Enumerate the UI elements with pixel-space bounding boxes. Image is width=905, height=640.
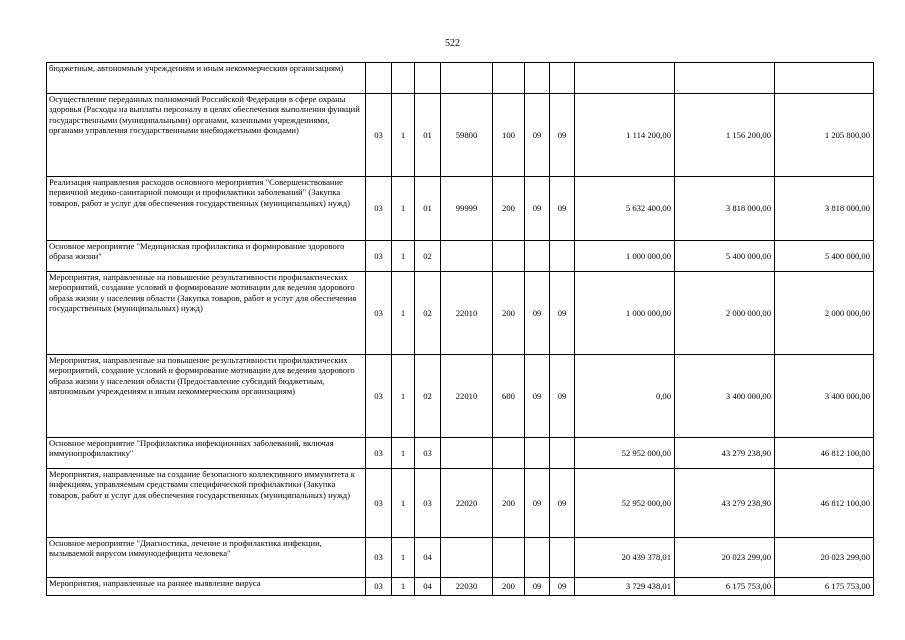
- cell-amount-2: [675, 63, 775, 94]
- cell-subsection: [550, 438, 575, 469]
- cell-program: 03: [366, 538, 392, 578]
- row-description: Основное мероприятие "Медицинская профилактика и формирование здорового образа жизни": [47, 241, 366, 272]
- table-row: [47, 355, 874, 438]
- cell-event: 01: [415, 177, 441, 241]
- cell-amount-1: 1 000 000,00: [575, 272, 675, 355]
- cell-amount-3: 1 205 800,00: [775, 94, 874, 177]
- row-description: Реализация направления расходов основного мероприятия "Совершенствование первичной медико-санитарной помощи и профилактики заболеваний" (Закупка товаров, работ и услуг для обеспечения государственных (муниципальных) нужд): [47, 177, 366, 241]
- row-description: Основное мероприятие "Профилактика инфекционных заболеваний, включая иммунопрофилактику": [47, 438, 366, 469]
- cell-section: 09: [525, 272, 550, 355]
- cell-section: 09: [525, 469, 550, 538]
- cell-expense-type: 200: [493, 469, 525, 538]
- cell-event: 03: [415, 438, 441, 469]
- cell-direction: [441, 63, 493, 94]
- cell-program: 03: [366, 272, 392, 355]
- page-number: 522: [445, 38, 460, 49]
- cell-expense-type: 200: [493, 177, 525, 241]
- cell-expense-type: 100: [493, 94, 525, 177]
- cell-direction: 22030: [441, 578, 493, 596]
- cell-program: 03: [366, 438, 392, 469]
- cell-expense-type: 600: [493, 355, 525, 438]
- cell-direction: 99999: [441, 177, 493, 241]
- row-description: бюджетным, автономным учреждениям и иным некоммерческим организациям): [47, 63, 366, 94]
- cell-subsection: 09: [550, 578, 575, 596]
- cell-amount-3: 3 818 000,00: [775, 177, 874, 241]
- cell-program: 03: [366, 355, 392, 438]
- cell-amount-1: 1 114 200,00: [575, 94, 675, 177]
- cell-section: [525, 241, 550, 272]
- cell-amount-2: 3 818 000,00: [675, 177, 775, 241]
- cell-section: 09: [525, 94, 550, 177]
- cell-amount-2: 2 000 000,00: [675, 272, 775, 355]
- cell-amount-3: 20 023 299,00: [775, 538, 874, 578]
- cell-expense-type: [493, 438, 525, 469]
- cell-subsection: 09: [550, 94, 575, 177]
- cell-expense-type: 200: [493, 578, 525, 596]
- cell-expense-type: [493, 63, 525, 94]
- cell-subprogram: 1: [392, 469, 415, 538]
- cell-subprogram: 1: [392, 355, 415, 438]
- cell-section: 09: [525, 355, 550, 438]
- cell-amount-3: 5 400 000,00: [775, 241, 874, 272]
- cell-subprogram: 1: [392, 94, 415, 177]
- cell-event: 04: [415, 538, 441, 578]
- row-description: Мероприятия, направленные на создание безопасного коллективного иммунитета к инфекциям, управляемым средствами специфической профилактики (Закупка товаров, работ и услуг для обеспечения государственных (муниципальных) нужд): [47, 469, 366, 538]
- cell-amount-1: 1 000 000,00: [575, 241, 675, 272]
- cell-expense-type: [493, 538, 525, 578]
- cell-program: 03: [366, 578, 392, 596]
- cell-amount-2: 1 156 200,00: [675, 94, 775, 177]
- cell-amount-2: 20 023 299,00: [675, 538, 775, 578]
- cell-amount-2: 43 279 238,90: [675, 438, 775, 469]
- cell-amount-3: 6 175 753,00: [775, 578, 874, 596]
- cell-program: 03: [366, 241, 392, 272]
- cell-direction: 22020: [441, 469, 493, 538]
- cell-event: 03: [415, 469, 441, 538]
- cell-section: [525, 63, 550, 94]
- cell-program: 03: [366, 177, 392, 241]
- cell-section: 09: [525, 177, 550, 241]
- cell-section: 09: [525, 578, 550, 596]
- cell-subsection: 09: [550, 177, 575, 241]
- cell-amount-3: 2 000 000,00: [775, 272, 874, 355]
- cell-direction: 22010: [441, 272, 493, 355]
- cell-subsection: 09: [550, 272, 575, 355]
- cell-subsection: 09: [550, 355, 575, 438]
- row-description: Мероприятия, направленные на повышение результативности профилактических мероприятий, создание условий и формирование мотивации для ведения здорового образа жизни у населения области (Закупка товаров, работ и услуг для обеспечения государственных (муниципальных) нужд): [47, 272, 366, 355]
- cell-subprogram: 1: [392, 272, 415, 355]
- cell-subprogram: 1: [392, 578, 415, 596]
- cell-subsection: [550, 63, 575, 94]
- cell-amount-3: 46 812 100,00: [775, 438, 874, 469]
- cell-amount-3: 3 400 000,00: [775, 355, 874, 438]
- cell-event: 02: [415, 241, 441, 272]
- cell-event: 01: [415, 94, 441, 177]
- row-description: Осуществление переданных полномочий Российской Федерации в сфере охраны здоровья (Расходы на выплаты персоналу в целях обеспечения выполнения функций государственными (муниципальными) органами, казенными учреждениями, органами управления государственными внебюджетными фондами): [47, 94, 366, 177]
- cell-direction: [441, 538, 493, 578]
- row-description: Основное мероприятие "Диагностика, лечение и профилактика инфекции, вызываемой вирусом иммунодефицита человека": [47, 538, 366, 578]
- row-description: Мероприятия, направленные на раннее выявление вируса: [47, 578, 366, 596]
- cell-amount-2: 5 400 000,00: [675, 241, 775, 272]
- table-row: [47, 469, 874, 538]
- cell-event: 04: [415, 578, 441, 596]
- cell-direction: [441, 438, 493, 469]
- table-row: [47, 538, 874, 578]
- cell-amount-1: 0,00: [575, 355, 675, 438]
- cell-amount-2: 43 279 238,90: [675, 469, 775, 538]
- cell-subsection: 09: [550, 469, 575, 538]
- table-row: [47, 438, 874, 469]
- cell-program: 03: [366, 469, 392, 538]
- table-row: [47, 177, 874, 241]
- table-row: [47, 241, 874, 272]
- cell-amount-1: [575, 63, 675, 94]
- cell-amount-1: 52 952 000,00: [575, 469, 675, 538]
- row-description: Мероприятия, направленные на повышение результативности профилактических мероприятий, создание условий и формирование мотивации для ведения здорового образа жизни у населения области (Предоставление субсидий бюджетным, автономным учреждениям и иным некоммерческим организациям): [47, 355, 366, 438]
- cell-subsection: [550, 538, 575, 578]
- cell-subprogram: [392, 63, 415, 94]
- cell-event: 02: [415, 355, 441, 438]
- cell-amount-1: 52 952 000,00: [575, 438, 675, 469]
- cell-subsection: [550, 241, 575, 272]
- cell-amount-3: 46 812 100,00: [775, 469, 874, 538]
- table-row: [47, 63, 874, 94]
- cell-direction: 22010: [441, 355, 493, 438]
- budget-table: [46, 62, 874, 596]
- cell-event: [415, 63, 441, 94]
- table-row: [47, 272, 874, 355]
- cell-amount-2: 6 175 753,00: [675, 578, 775, 596]
- cell-amount-1: 5 632 400,00: [575, 177, 675, 241]
- cell-amount-3: [775, 63, 874, 94]
- cell-direction: [441, 241, 493, 272]
- cell-section: [525, 438, 550, 469]
- cell-direction: 59800: [441, 94, 493, 177]
- cell-subprogram: 1: [392, 177, 415, 241]
- cell-amount-1: 3 729 438,01: [575, 578, 675, 596]
- cell-subprogram: 1: [392, 538, 415, 578]
- cell-expense-type: [493, 241, 525, 272]
- cell-expense-type: 200: [493, 272, 525, 355]
- cell-event: 02: [415, 272, 441, 355]
- cell-amount-2: 3 400 000,00: [675, 355, 775, 438]
- cell-section: [525, 538, 550, 578]
- table-row: [47, 94, 874, 177]
- cell-program: [366, 63, 392, 94]
- cell-amount-1: 20 439 378,01: [575, 538, 675, 578]
- cell-subprogram: 1: [392, 241, 415, 272]
- cell-program: 03: [366, 94, 392, 177]
- cell-subprogram: 1: [392, 438, 415, 469]
- table-row: [47, 578, 874, 596]
